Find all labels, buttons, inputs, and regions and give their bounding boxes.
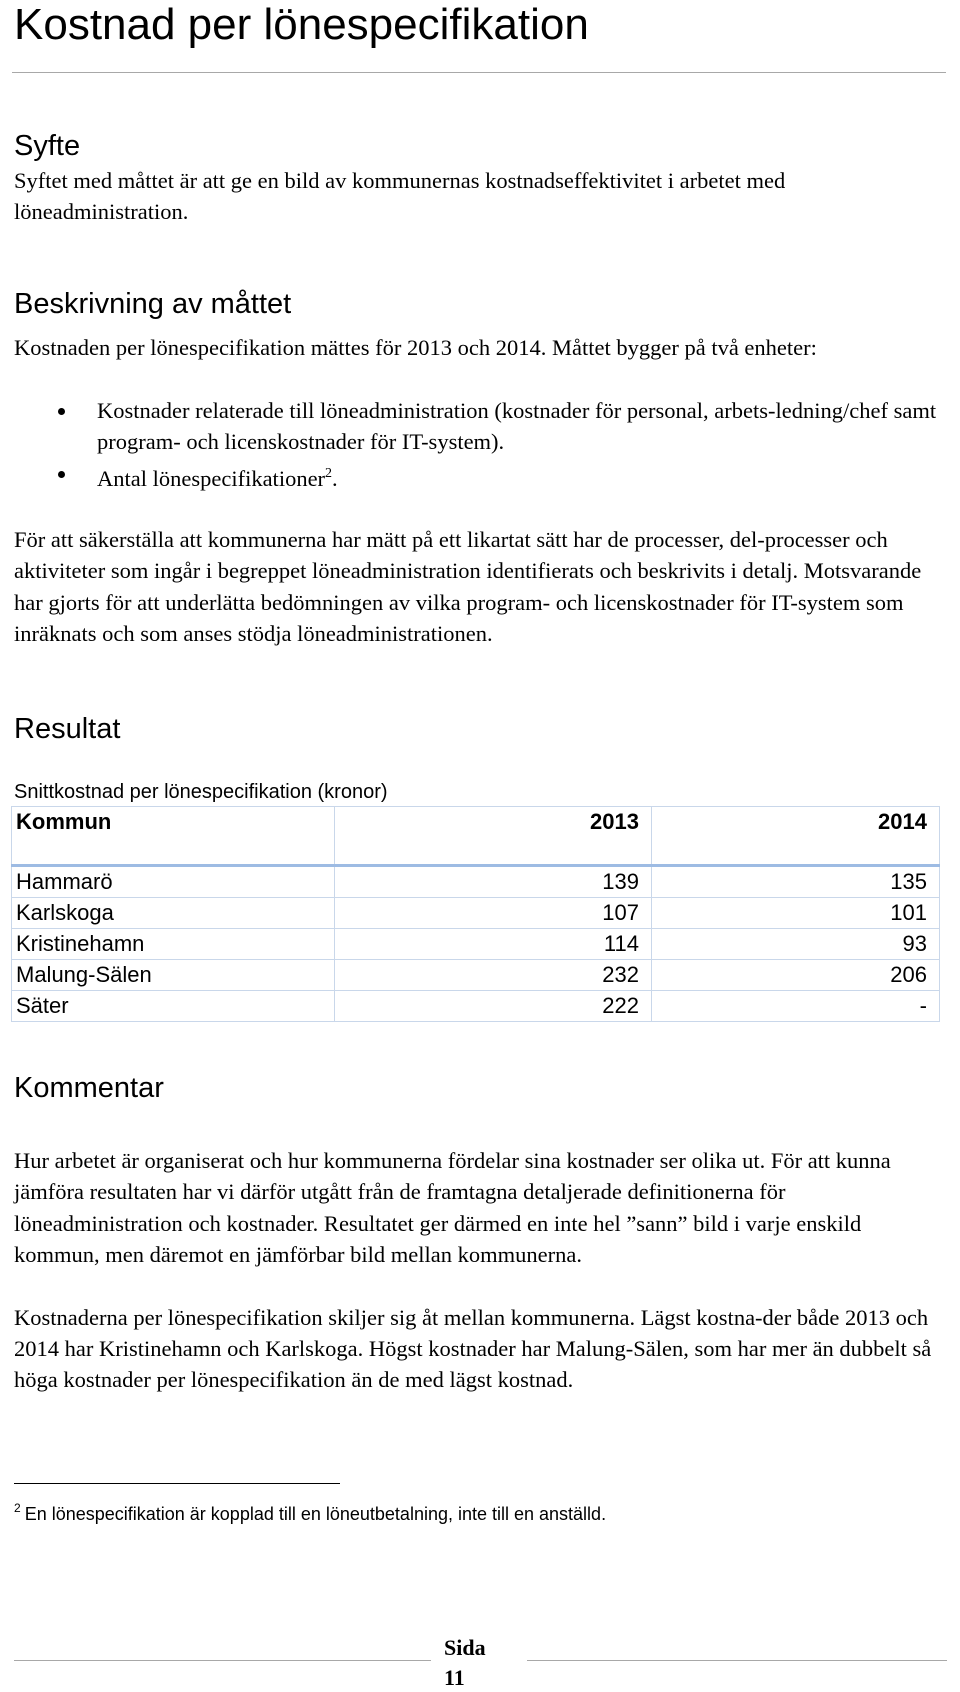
cell-2013: 139 bbox=[335, 866, 652, 898]
cell-2014: 93 bbox=[652, 929, 940, 960]
footnote bbox=[14, 1494, 606, 1528]
title-divider bbox=[12, 72, 946, 73]
bullet-icon bbox=[58, 471, 65, 478]
footnote-number: 2 bbox=[14, 1501, 21, 1515]
footer-divider-right bbox=[527, 1660, 947, 1661]
beskrivning-intro bbox=[14, 332, 934, 363]
footer-divider-left bbox=[14, 1660, 431, 1661]
cell-kommun: Säter bbox=[12, 991, 335, 1022]
kommentar-heading: Kommentar bbox=[14, 1072, 164, 1104]
cell-kommun: Kristinehamn bbox=[12, 929, 335, 960]
bullet-text-costs: Kostnader relaterade till löneadministration (kostnader för personal, arbets-ledning/chef samt program- och licenskostnader för IT-system). bbox=[97, 398, 937, 455]
footnote-reference[interactable]: 2 bbox=[325, 465, 333, 481]
beskrivning-heading: Beskrivning av måttet bbox=[14, 288, 292, 320]
cell-2013: 114 bbox=[335, 929, 652, 960]
cell-2013: 232 bbox=[335, 960, 652, 991]
bullet-icon bbox=[58, 408, 65, 415]
process-text: För att säkerställa att kommunerna har mätt på ett likartat sätt har de processer, del-processer och aktiviteter som ingår i begreppet löneadministration identifierats och beskrivits i detalj. Motsvarande har gjorts för att underlätta bedömningen av vilka program- och licenskostnader för IT-system som inräknats och som anses stödja löneadministrationen. bbox=[14, 527, 922, 647]
bullet-suffix: . bbox=[332, 465, 338, 491]
table-row bbox=[12, 929, 940, 960]
cell-kommun: Malung-Sälen bbox=[12, 960, 335, 991]
page-number: 11 bbox=[444, 1665, 465, 1690]
footnote-text: En lönespecifikation är kopplad till en löneutbetalning, inte till en anställd. bbox=[24, 1504, 607, 1524]
process-paragraph bbox=[14, 524, 939, 650]
table-header-row bbox=[12, 807, 940, 866]
list-item bbox=[14, 458, 939, 494]
kommentar-paragraph-1: Hur arbetet är organiserat och hur kommunerna fördelar sina kostnader ser olika ut. För att kunna jämföra resultaten har vi därför utgått från de framtagna detaljerade definitionerna för löneadministration och kostnader. Resultatet ger därmed en inte hel ”sann” bild i varje enskild kommun, men däremot en jämförbar bild mellan kommunerna. bbox=[14, 1148, 891, 1268]
table-caption: Snittkostnad per lönespecifikation (kronor) bbox=[14, 781, 388, 803]
cell-2014: 206 bbox=[652, 960, 940, 991]
table-row bbox=[12, 960, 940, 991]
page-title: Kostnad per lönespecifikation bbox=[14, 0, 589, 49]
cell-2013: 107 bbox=[335, 898, 652, 929]
kommentar-paragraph-2: Kostnaderna per lönespecifikation skiljer sig åt mellan kommunerna. Lägst kostna-der både 2013 och 2014 har Kristinehamn och Karlskoga. Högst kostnader har Malung-Sälen, som har mer än dubbelt så höga kostnader per lönespecifikation än de med lägst kostnad. bbox=[14, 1304, 932, 1393]
list-item bbox=[14, 395, 939, 458]
bullet-list bbox=[14, 395, 939, 494]
resultat-heading: Resultat bbox=[14, 713, 121, 745]
cell-2013: 222 bbox=[335, 991, 652, 1022]
header-kommun: Kommun bbox=[12, 807, 335, 866]
result-table bbox=[11, 806, 940, 1022]
beskrivning-intro-text: Kostnaden per lönespecifikation mättes för 2013 och 2014. Måttet bygger på två enheter: bbox=[14, 335, 817, 360]
syfte-paragraph bbox=[14, 165, 914, 228]
table-row bbox=[12, 991, 940, 1022]
table-row bbox=[12, 866, 940, 898]
footnote-divider bbox=[14, 1483, 340, 1484]
header-2013: 2013 bbox=[335, 807, 652, 866]
kommentar-body bbox=[14, 1145, 939, 1396]
cell-kommun: Karlskoga bbox=[12, 898, 335, 929]
syfte-text: Syftet med måttet är att ge en bild av kommunernas kostnadseffektivitet i arbetet med löneadministration. bbox=[14, 168, 786, 225]
page-label: Sida bbox=[444, 1635, 486, 1660]
bullet-text-count: Antal lönespecifikationer bbox=[97, 465, 326, 491]
cell-2014: 135 bbox=[652, 866, 940, 898]
syfte-heading: Syfte bbox=[14, 130, 81, 162]
cell-kommun: Hammarö bbox=[12, 866, 335, 898]
cell-2014: - bbox=[652, 991, 940, 1022]
table-row bbox=[12, 898, 940, 929]
header-2014: 2014 bbox=[652, 807, 940, 866]
cell-2014: 101 bbox=[652, 898, 940, 929]
